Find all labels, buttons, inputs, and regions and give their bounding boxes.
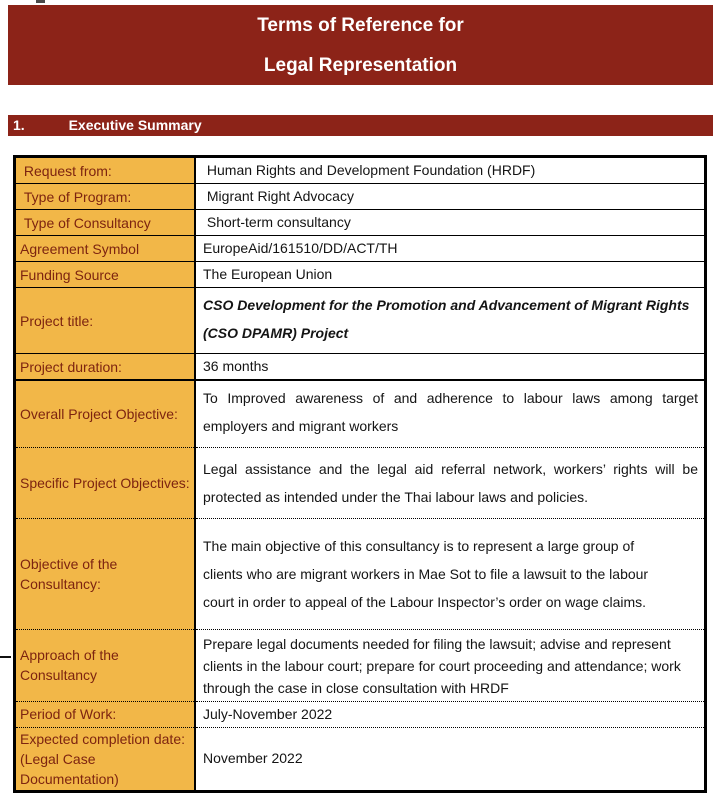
row-value: [195, 184, 706, 210]
row-value-text: The main objective of this consultancy is to represent a large group of clients who are migrant workers in Mae Sot to file a lawsuit to the labour court in order to appeal of the Labour Inspector’s order on wage claims.: [203, 537, 652, 610]
row-value-text: To Improved awareness of and adherence to labour laws among target employers and migrant workers: [203, 390, 698, 434]
row-value: [195, 262, 706, 288]
row-label: Type of Consultancy: [15, 210, 196, 236]
row-value-text: EuropeAid/161510/DD/ACT/TH: [203, 240, 398, 256]
page-edge-artifact-top: [36, 0, 45, 3]
table-row: [15, 354, 706, 381]
row-value: [195, 157, 706, 184]
document-title-line1: Terms of Reference for: [257, 15, 464, 36]
table-row: [15, 629, 706, 701]
row-label: Project duration:: [15, 354, 196, 381]
row-value-text: The European Union: [203, 266, 333, 282]
table-row: [15, 727, 706, 791]
row-label: Objective of the Consultancy:: [15, 518, 196, 629]
row-value-text: Short-term consultancy: [203, 214, 351, 230]
table-row: [15, 447, 706, 518]
row-value-text: Human Rights and Development Foundation (HRDF): [203, 162, 536, 178]
row-label: Specific Project Objectives:: [15, 447, 196, 518]
row-value: [195, 701, 706, 727]
row-value-text: July-November 2022: [203, 705, 333, 722]
row-value: [195, 629, 706, 701]
row-label: Project title:: [15, 288, 196, 354]
row-value-text: Legal assistance and the legal aid referral network, workers’ rights will be protected as intended under the Thai labour laws and policies.: [203, 460, 698, 505]
table-row: [15, 157, 706, 184]
document-title-line2: Legal Representation: [263, 55, 458, 76]
row-label: Overall Project Objective:: [15, 380, 196, 447]
section-number: 1.: [13, 117, 25, 133]
row-label: Period of Work:: [15, 701, 196, 727]
row-value: [195, 518, 706, 629]
row-value-text: Prepare legal documents needed for filing the lawsuit; advise and represent clients in the labour court; prepare for court proceeding and attendance; work through the case in close consultation with HRDF: [203, 635, 685, 696]
table-row: [15, 210, 706, 236]
row-value-text: CSO Development for the Promotion and Advancement of Migrant Rights (CSO DPAMR) Project: [203, 297, 694, 341]
table-row: [15, 236, 706, 262]
table-row: [15, 518, 706, 629]
row-value: [195, 288, 706, 354]
section-title: Executive Summary: [68, 117, 202, 133]
table-row: [15, 701, 706, 727]
row-value-text: November 2022: [203, 750, 303, 766]
section-heading-bar: [8, 115, 713, 136]
summary-table-body: [15, 157, 706, 792]
row-value-text: Migrant Right Advocacy: [203, 188, 354, 204]
table-row: [15, 262, 706, 288]
row-value: [195, 354, 706, 381]
row-value: [195, 380, 706, 447]
row-value: [195, 727, 706, 791]
row-value: [195, 447, 706, 518]
row-value: [195, 210, 706, 236]
row-label: Funding Source: [15, 262, 196, 288]
document-title-banner: [8, 5, 713, 85]
row-label: Approach of the Consultancy: [15, 629, 196, 701]
row-label: Agreement Symbol: [15, 236, 196, 262]
table-row: [15, 288, 706, 354]
table-row: [15, 184, 706, 210]
row-value-text: 36 months: [203, 358, 269, 374]
executive-summary-table: [13, 155, 707, 793]
table-row: [15, 380, 706, 447]
row-label: Expected completion date: (Legal Case Documentation): [15, 727, 196, 791]
row-label: Request from:: [15, 157, 196, 184]
row-value: [195, 236, 706, 262]
row-label: Type of Program:: [15, 184, 196, 210]
page-edge-artifact-left: [0, 656, 11, 658]
